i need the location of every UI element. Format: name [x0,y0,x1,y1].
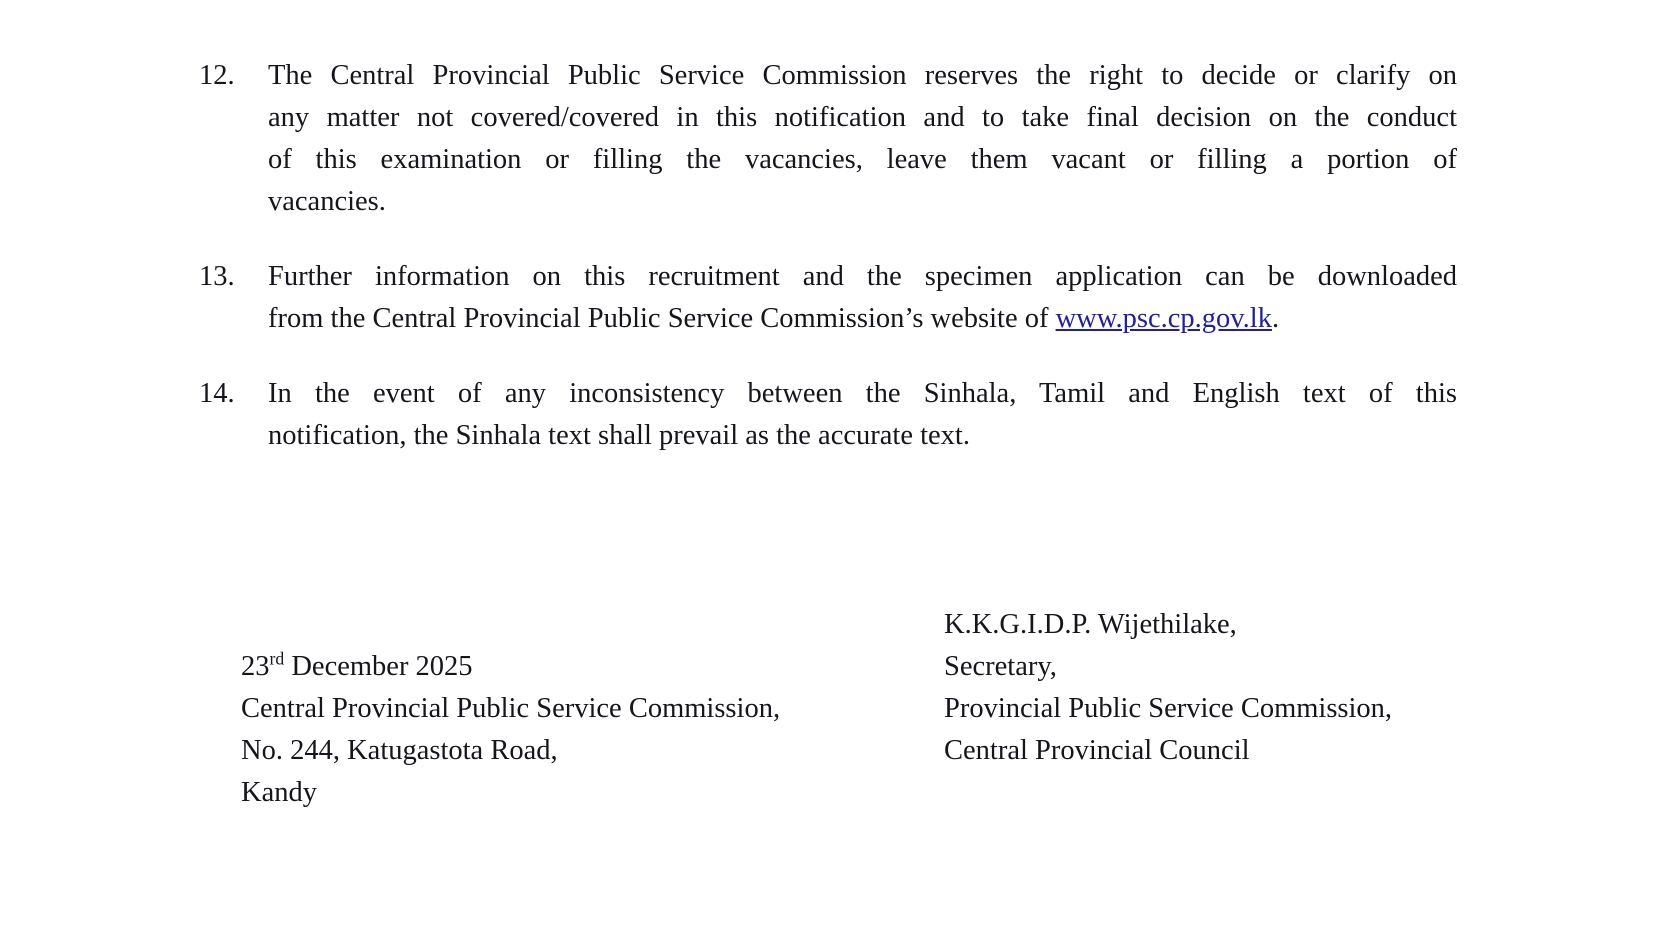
issuer-organisation: Central Provincial Public Service Commission, [241,693,781,724]
clause-14-line-1: In the event of any inconsistency between the Sinhala, Tamil and English text of this [268,378,1457,409]
clause-13-text-after-link: . [1271,303,1280,334]
clause-list [199,55,1457,457]
clause-body-13 [268,256,1457,340]
issuer-street-address: No. 244, Katugastota Road, [241,735,558,766]
clause-12-line-1: The Central Provincial Public Service Commission reserves the right to decide or clarify on [268,60,1457,91]
clause-number-13: 13. [199,261,235,292]
clause-item-13 [199,256,1457,340]
clause-item-14 [199,373,1457,457]
signatory-title: Secretary, [944,651,1057,682]
issue-date-ordinal: rd [269,648,285,669]
signatory-name: K.K.G.I.D.P. Wijethilake, [944,609,1237,640]
clause-number-12: 12. [199,60,235,91]
clause-13-line-1: Further information on this recruitment and the specimen application can be downloaded [268,261,1457,292]
clause-body-14 [268,373,1457,457]
clause-14-line-2: notification, the Sinhala text shall prevail as the accurate text. [268,420,970,451]
signatory-organisation: Provincial Public Service Commission, [944,693,1393,724]
clause-item-12 [199,55,1457,223]
clause-12-line-2: any matter not covered/covered in this notification and to take final decision on the conduct [268,102,1457,133]
issuer-city: Kandy [241,777,317,808]
clause-12-line-4: vacancies. [268,186,386,217]
clause-13-line-2 [268,298,1457,340]
issue-date-day: 23 [241,651,270,682]
clause-13-text-before-link: from the Central Provincial Public Service Commission’s website of [268,303,1056,334]
clause-body-12 [268,55,1457,223]
issuer-address-block [241,646,780,814]
issue-date [241,646,780,688]
signatory-council: Central Provincial Council [944,735,1250,766]
psc-website-link[interactable]: www.psc.cp.gov.lk [1055,303,1272,334]
clause-number-14: 14. [199,378,235,409]
signatory-block [944,604,1392,772]
clause-12-line-3: of this examination or filling the vacancies, leave them vacant or filling a portion of [268,144,1457,175]
issue-date-rest: December 2025 [284,651,473,682]
